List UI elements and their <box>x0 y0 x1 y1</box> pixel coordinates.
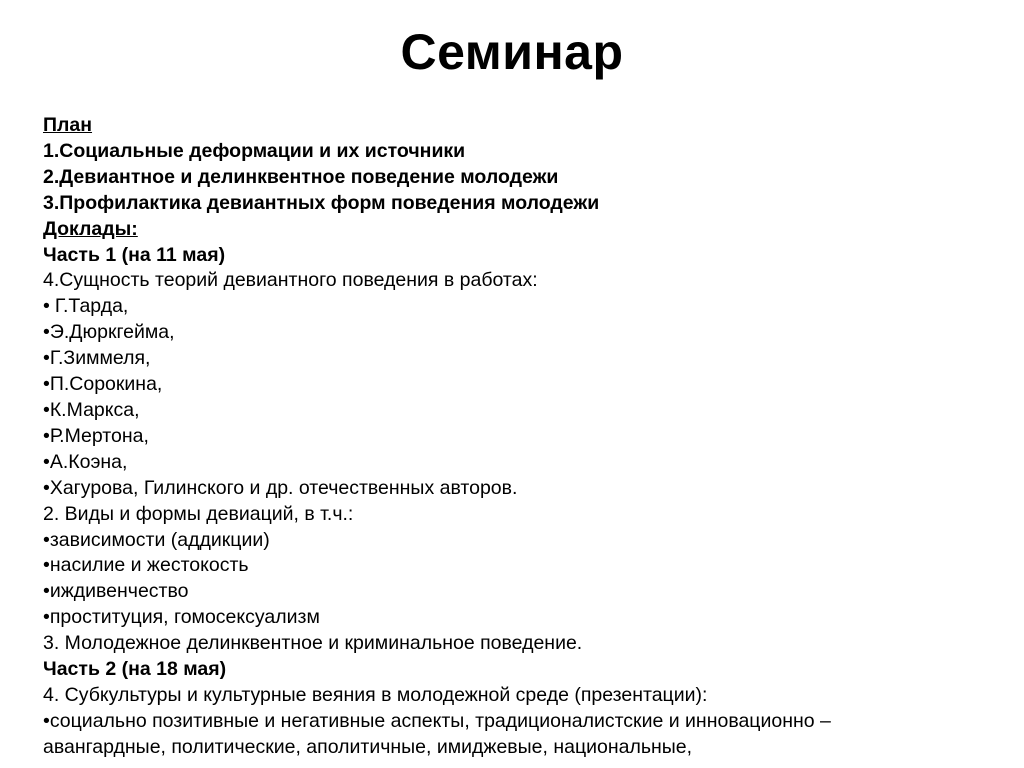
bullet-icon: • <box>43 321 50 344</box>
author-item: К.Маркса, <box>49 398 140 421</box>
list-item <box>43 372 1003 398</box>
bullet-icon: • <box>43 424 50 447</box>
plan-item-3: 3.Профилактика девиантных форм поведения молодежи <box>43 191 600 214</box>
bullet-icon: • <box>43 347 50 370</box>
slide-title: Семинар <box>400 24 624 80</box>
list-item <box>43 709 1003 735</box>
aspects-line-1: социально позитивные и негативные аспекты, традиционалистские и инновационно – <box>49 709 831 732</box>
list-item <box>43 553 1003 579</box>
author-item: Э.Дюркгейма, <box>49 321 175 344</box>
list-item <box>43 579 1003 605</box>
deviation-item: иждивенчество <box>49 580 189 603</box>
list-item <box>43 294 1003 320</box>
list-item <box>43 450 1003 476</box>
reports-heading: Доклады: <box>43 217 138 240</box>
plan-item-2: 2.Девиантное и делинквентное поведение молодежи <box>43 165 559 188</box>
bullet-icon: • <box>43 450 50 473</box>
aspects-line-2: авангардные, политические, аполитичные, имиджевые, национальные, <box>43 735 693 758</box>
list-item <box>43 320 1003 346</box>
bullet-icon: • <box>43 373 50 396</box>
author-item: Хагурова, Гилинского и др. отечественных авторов. <box>49 476 518 499</box>
author-item: Р.Мертона, <box>49 424 149 447</box>
deviation-item: насилие и жестокость <box>49 554 249 577</box>
plan-item-1: 1.Социальные деформации и их источники <box>43 139 466 162</box>
slide-content <box>43 113 1003 761</box>
author-item: А.Коэна, <box>49 450 128 473</box>
part2-heading: Часть 2 (на 18 мая) <box>43 658 227 681</box>
part1-topic-3: 3. Молодежное делинквентное и криминальное поведение. <box>43 632 583 655</box>
list-item <box>43 528 1003 554</box>
bullet-icon: • <box>43 606 50 629</box>
author-item: Г.Зиммеля, <box>49 347 151 370</box>
list-item <box>43 476 1003 502</box>
deviation-item: проституция, гомосексуализм <box>49 606 320 629</box>
author-item: Г.Тарда, <box>54 295 129 318</box>
list-item <box>43 424 1003 450</box>
bullet-icon: • <box>43 295 50 318</box>
part1-topic-2: 2. Виды и формы девиаций, в т.ч.: <box>43 502 354 525</box>
bullet-icon: • <box>43 580 50 603</box>
deviation-item: зависимости (аддикции) <box>49 528 270 551</box>
plan-heading: План <box>43 114 93 136</box>
bullet-icon: • <box>43 709 50 732</box>
part2-topic-4: 4. Субкультуры и культурные веяния в молодежной среде (презентации): <box>43 683 708 706</box>
list-item <box>43 605 1003 631</box>
list-item <box>43 398 1003 424</box>
author-item: П.Сорокина, <box>49 373 163 396</box>
part1-heading: Часть 1 (на 11 мая) <box>43 243 226 266</box>
list-item <box>43 346 1003 372</box>
bullet-icon: • <box>43 398 50 421</box>
part1-topic-4: 4.Сущность теорий девиантного поведения в работах: <box>43 269 538 292</box>
bullet-icon: • <box>43 528 50 551</box>
bullet-icon: • <box>43 476 50 499</box>
bullet-icon: • <box>43 554 50 577</box>
